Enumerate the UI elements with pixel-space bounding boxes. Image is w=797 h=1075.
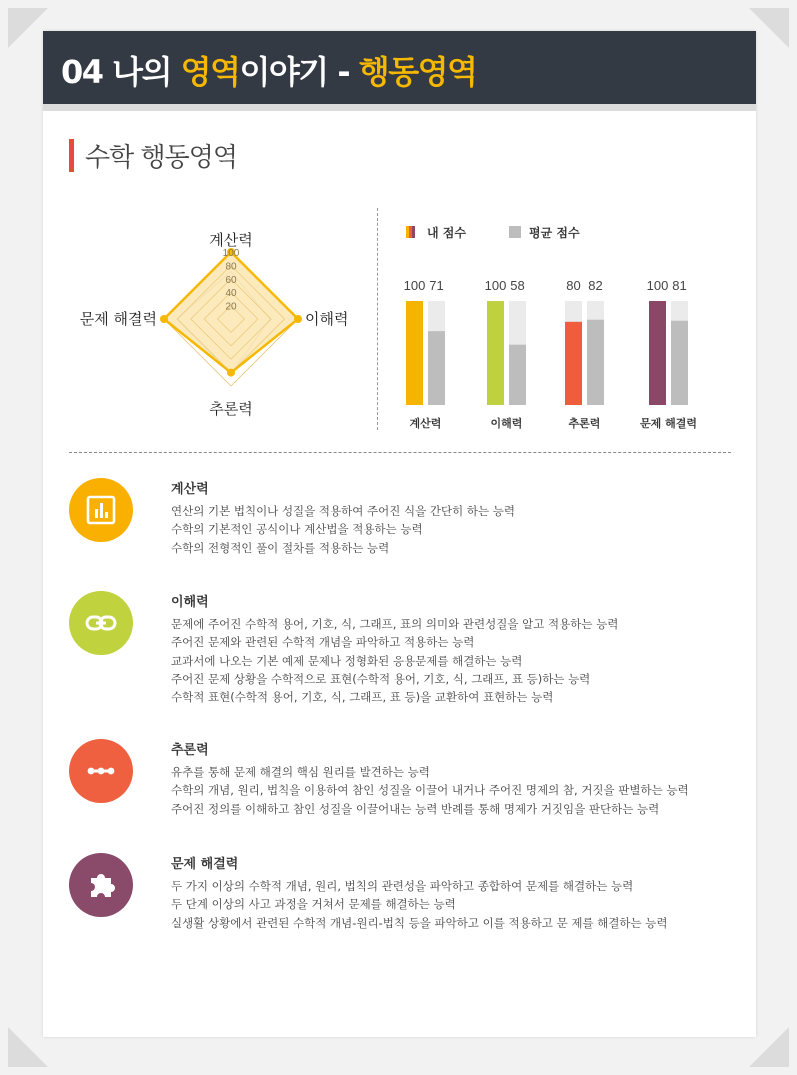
skill-description-line: 두 단계 이상의 사고 과정을 거쳐서 문제를 해결하는 능력 <box>171 897 456 912</box>
bar-category-label: 추론력 <box>568 417 601 430</box>
skill-description-line: 주어진 문제와 관련된 수학적 개념을 파악하고 적용하는 능력 <box>171 635 475 650</box>
bar-value-my-score: 100 <box>646 278 669 293</box>
skill-title: 이해력 <box>171 595 209 610</box>
radar-axis-label: 계산력 <box>209 231 253 249</box>
corner-decoration-bottom-left <box>8 1027 48 1067</box>
skill-description-line: 두 가지 이상의 수학적 개념, 원리, 법칙의 관련성을 파악하고 종합하여 문제를 해결하는 능력 <box>171 879 634 893</box>
skill-description <box>171 763 689 818</box>
skill-description-line: 연산의 기본 법칙이나 성질을 적용하여 주어진 식을 간단히 하는 능력 <box>171 504 515 518</box>
radar-axis-label: 추론력 <box>209 400 253 418</box>
header-underline <box>43 104 756 111</box>
bar-chart-icon <box>69 478 133 542</box>
bar-my-score <box>487 301 504 405</box>
dots-icon <box>69 739 133 803</box>
skill-description-line: 문제에 주어진 수학적 용어, 기호, 식, 그래프, 표의 의미와 관련성질을 알고 적용하는 능력 <box>171 617 619 631</box>
page-header <box>43 31 756 104</box>
skill-description-line: 주어진 정의를 이해하고 참인 성질을 이끌어내는 능력 반례를 통해 명제가 거짓임을 판단하는 능력 <box>171 801 660 816</box>
legend-swatch-average <box>509 226 521 238</box>
bar-category-label: 계산력 <box>409 417 442 430</box>
bar-value-my-score: 100 <box>484 278 507 293</box>
corner-decoration-top-left <box>8 8 48 48</box>
legend-label-my-score: 내 점수 <box>427 226 466 240</box>
legend-my-score <box>406 225 466 240</box>
chart-divider <box>377 208 378 430</box>
report-page <box>43 31 756 1037</box>
bar-my-score <box>649 301 666 405</box>
bar-value-average-score: 81 <box>672 278 687 293</box>
bar-value-average-score: 82 <box>588 278 603 293</box>
radar-tick-label: 100 <box>222 248 240 259</box>
bar-average-score <box>509 345 526 405</box>
skill-title: 계산력 <box>171 482 209 497</box>
page-number: 04 <box>61 53 103 91</box>
skill-description-line: 수학의 전형적인 풀이 절차를 적용하는 능력 <box>171 540 390 555</box>
skill-description-line: 수학적 표현(수학적 용어, 기호, 식, 그래프, 표 등)을 교환하여 표현하는 능력 <box>171 690 554 705</box>
radar-axis-label: 이해력 <box>305 310 349 328</box>
radar-point <box>160 315 168 323</box>
skill-description <box>171 615 618 706</box>
bar-my-score <box>565 322 582 405</box>
skill-description-line: 주어진 문제 상황을 수학적으로 표현(수학적 용어, 기호, 식, 그래프, 표 등)하는 능력 <box>171 671 591 686</box>
skill-description-line: 교과서에 나오는 기본 예제 문제나 정형화된 응용문제를 해결하는 능력 <box>171 653 523 668</box>
skill-description <box>171 502 515 557</box>
title-highlight-1: 영역 <box>180 53 240 91</box>
section-marker <box>69 139 74 172</box>
legend-swatch-my-score <box>412 226 415 238</box>
skill-title: 추론력 <box>171 743 209 758</box>
title-highlight-2: 행동영역 <box>358 53 477 91</box>
bar-category-label: 이해력 <box>490 417 523 430</box>
radar-tick-label: 20 <box>225 301 237 313</box>
radar-axis-label: 문제 해결력 <box>79 310 157 328</box>
bar-average-score <box>671 321 688 405</box>
radar-tick-label: 80 <box>225 261 237 273</box>
skill-description <box>171 877 668 932</box>
title-part-1: 나의 <box>112 53 171 91</box>
radar-point <box>227 369 235 377</box>
bar-value-average-score: 71 <box>429 278 444 293</box>
bar-average-score <box>587 320 604 405</box>
section-divider <box>69 452 731 453</box>
skill-description-line: 유추를 통해 문제 해결의 핵심 원리를 발견하는 능력 <box>171 765 430 779</box>
link-icon <box>69 591 133 655</box>
skill-description-line: 수학의 개념, 원리, 법칙을 이용하여 참인 성질을 이끌어 내거나 주어진 명제의 참, 거짓을 판별하는 능력 <box>171 783 689 798</box>
skill-description-line: 실생활 상황에서 관련된 수학적 개념-원리-법칙 등을 파악하고 이를 적용하고 문 제를 해결하는 능력 <box>171 915 668 930</box>
title-part-3: 이야기 - <box>239 53 350 91</box>
legend-label-average-score: 평균 점수 <box>529 226 580 240</box>
bar-category-label: 문제 해결력 <box>640 417 697 430</box>
legend-average-score <box>509 225 580 240</box>
page-title <box>61 47 476 93</box>
bar-value-my-score: 80 <box>566 278 581 293</box>
bar-value-my-score: 100 <box>403 278 426 293</box>
legend-swatch-my-score <box>406 226 409 238</box>
puzzle-icon <box>69 853 133 917</box>
section-title: 수학 행동영역 <box>85 143 237 173</box>
radar-point <box>294 315 302 323</box>
radar-tick-label: 60 <box>225 274 237 286</box>
radar-tick-label: 40 <box>225 288 237 300</box>
bar-chart <box>399 213 739 443</box>
legend-swatch-my-score <box>409 226 412 238</box>
skill-title: 문제 해결력 <box>171 857 239 872</box>
bar-value-average-score: 58 <box>510 278 525 293</box>
bar-my-score <box>406 301 423 405</box>
bar-average-score <box>428 331 445 405</box>
radar-chart <box>71 209 371 429</box>
skill-description-line: 수학의 기본적인 공식이나 계산법을 적용하는 능력 <box>171 522 423 537</box>
